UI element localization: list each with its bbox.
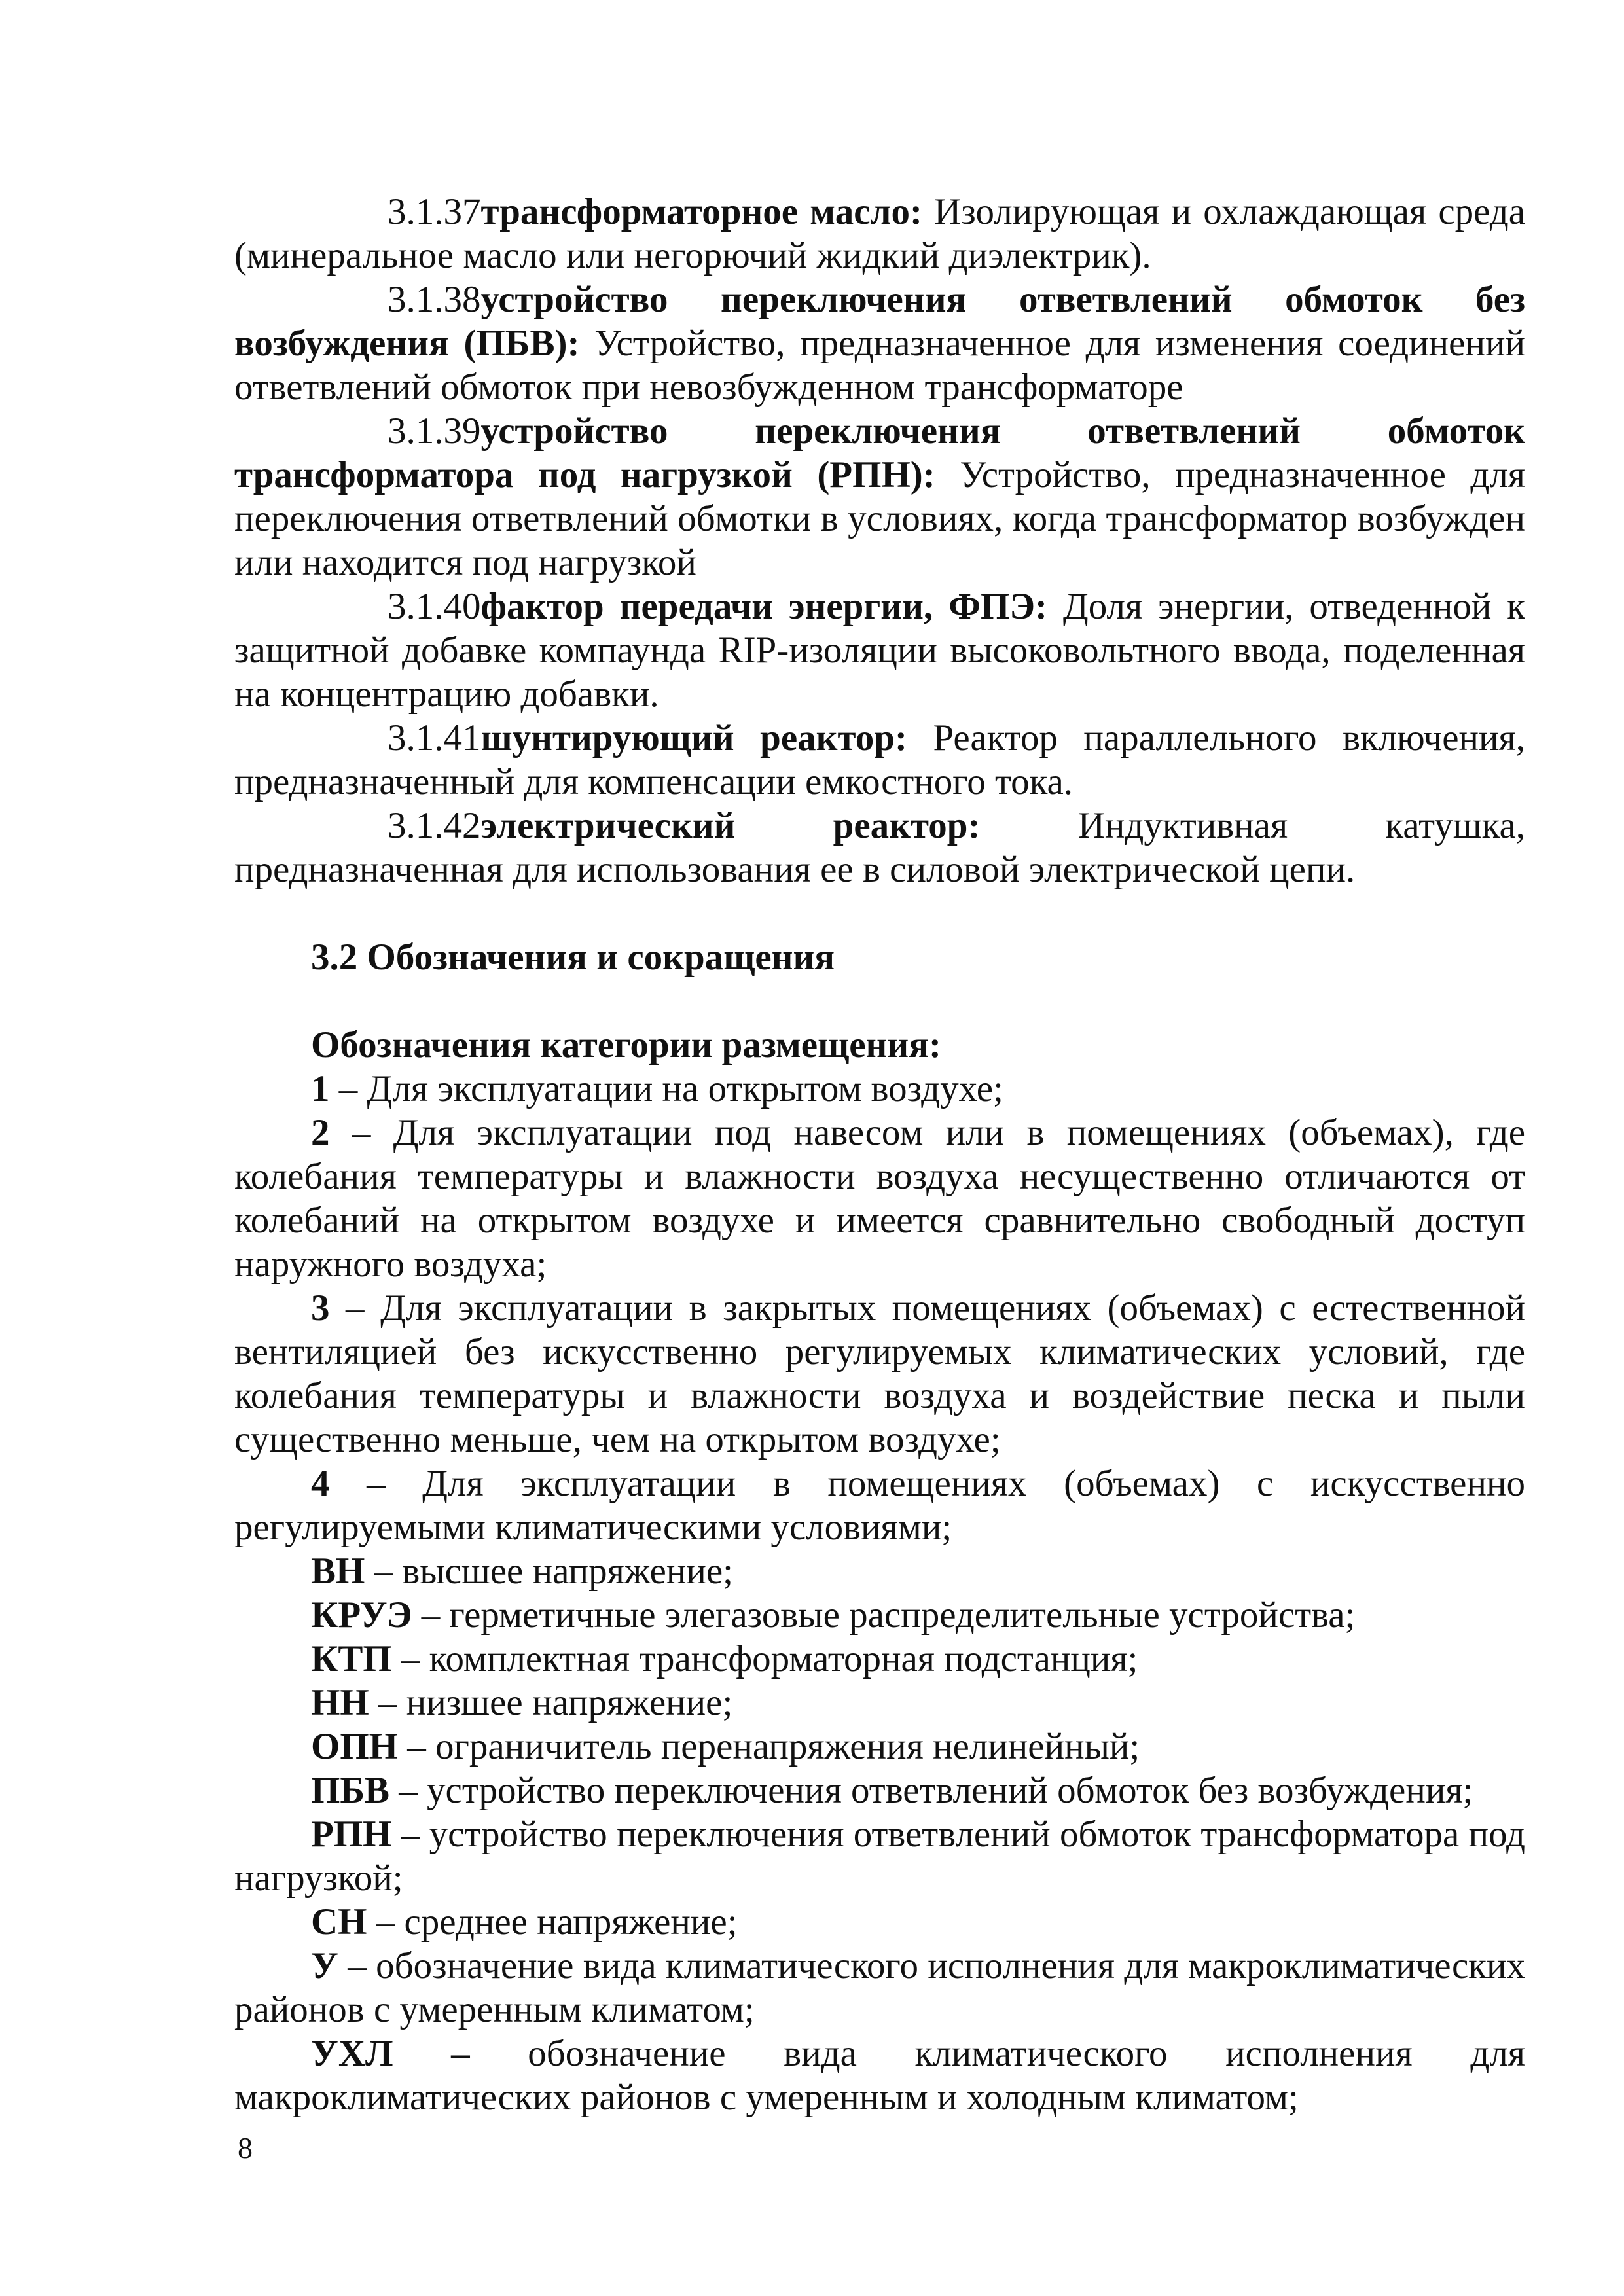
abbreviation-item xyxy=(234,1637,1525,1681)
abbreviation-item xyxy=(234,1768,1525,1812)
abbreviation-item xyxy=(234,1549,1525,1593)
placement-text: – Для эксплуатации в помещениях (объемах) с искусственно регулируемыми климатическими условиями; xyxy=(234,1463,1525,1548)
abbreviation-code: У xyxy=(311,1945,338,1986)
placement-item xyxy=(234,1111,1525,1286)
abbreviation-text: обозначение вида климатического исполнения для макроклиматических районов с умеренным и холодным климатом; xyxy=(234,2033,1525,2118)
abbreviation-code: ПБВ xyxy=(311,1770,390,1811)
placement-item xyxy=(234,1462,1525,1549)
definition-3-1-40 xyxy=(234,584,1525,716)
placement-code: 3 xyxy=(311,1287,330,1329)
definition-term: шунтирующий реактор: xyxy=(480,717,907,759)
abbreviation-item xyxy=(234,2032,1525,2119)
definition-number: 3.1.38 xyxy=(388,279,481,320)
abbreviation-item xyxy=(234,1681,1525,1725)
abbreviation-item xyxy=(234,1725,1525,1768)
abbreviation-text: – высшее напряжение; xyxy=(365,1551,733,1592)
abbreviation-text: – обозначение вида климатического исполнения для макроклиматических районов с умеренным климатом; xyxy=(234,1945,1525,2030)
placement-code: 1 xyxy=(311,1068,330,1109)
definition-3-1-37 xyxy=(234,190,1525,278)
abbreviation-item xyxy=(234,1900,1525,1944)
definition-3-1-38 xyxy=(234,278,1525,409)
definition-text: Устройство, предназначенное для переключения ответвлений обмотки в условиях, когда трансформатор возбужден или находится под нагрузкой xyxy=(234,454,1525,583)
placement-code: 2 xyxy=(311,1112,330,1153)
abbreviation-item xyxy=(234,1944,1525,2032)
section-heading: 3.2 Обозначения и сокращения xyxy=(311,937,835,978)
abbreviation-code: ВН xyxy=(311,1551,365,1592)
spacer xyxy=(234,979,1525,1023)
abbreviation-code: КТП xyxy=(311,1638,392,1679)
definition-number: 3.1.37 xyxy=(388,191,481,232)
abbreviation-text: – низшее напряжение; xyxy=(369,1682,733,1723)
spacer xyxy=(234,891,1525,935)
abbreviation-text: – комплектная трансформаторная подстанция; xyxy=(391,1638,1138,1679)
placement-text: – Для эксплуатации на открытом воздухе; xyxy=(329,1068,1003,1109)
abbreviation-code: УХЛ – xyxy=(311,2033,470,2074)
page-number: 8 xyxy=(238,2131,253,2164)
abbreviation-code: НН xyxy=(311,1682,369,1723)
placement-text: – Для эксплуатации под навесом или в помещениях (объемах), где колебания температуры и влажности воздуха несущественно отличаются от колебаний на открытом воздухе и имеется сравнительно свободный доступ наружного воздуха; xyxy=(234,1112,1525,1285)
placement-heading: Обозначения категории размещения: xyxy=(311,1024,942,1066)
definition-number: 3.1.39 xyxy=(388,410,481,452)
placement-item xyxy=(234,1067,1525,1111)
definition-term: фактор передачи энергии, ФПЭ: xyxy=(480,586,1047,627)
definition-term: устройство переключения ответвлений обмоток трансформатора под нагрузкой (РПН): xyxy=(234,410,1525,495)
placement-item xyxy=(234,1286,1525,1462)
definition-term: трансформаторное масло: xyxy=(480,191,922,232)
abbreviation-code: ОПН xyxy=(311,1726,399,1767)
abbreviation-code: СН xyxy=(311,1901,367,1943)
definition-text: Индуктивная катушка, предназначенная для использования ее в силовой электрической цепи. xyxy=(234,805,1525,890)
definition-text: Доля энергии, отведенной к защитной добавке компаунда RIP-изоляции высоковольтного ввода, поделенная на концентрацию добавки. xyxy=(234,586,1525,715)
definition-number: 3.1.42 xyxy=(388,805,481,846)
definition-term: устройство переключения ответвлений обмоток без возбуждения (ПБВ): xyxy=(234,279,1525,364)
abbreviation-code: РПН xyxy=(311,1814,392,1855)
definition-3-1-42 xyxy=(234,804,1525,891)
abbreviation-item xyxy=(234,1593,1525,1637)
page-body xyxy=(234,190,1525,2119)
definition-text: Реактор параллельного включения, предназначенный для компенсации емкостного тока. xyxy=(234,717,1525,802)
abbreviation-text: – устройство переключения ответвлений обмоток без возбуждения; xyxy=(389,1770,1473,1811)
abbreviation-text: – среднее напряжение; xyxy=(367,1901,738,1943)
placement-text: – Для эксплуатации в закрытых помещениях (объемах) с естественной вентиляцией без искусственно регулируемых климатических условий, где колебания температуры и влажности воздуха и воздействие песка и пыли существенно меньше, чем на открытом воздухе; xyxy=(234,1287,1525,1460)
definition-3-1-41 xyxy=(234,716,1525,804)
definition-term: электрический реактор: xyxy=(480,805,981,846)
abbreviation-code: КРУЭ xyxy=(311,1594,412,1636)
placement-code: 4 xyxy=(311,1463,330,1504)
definition-text: Устройство, предназначенное для изменения соединений ответвлений обмоток при невозбужденном трансформаторе xyxy=(234,323,1525,408)
definition-text: Изолирующая и охлаждающая среда (минеральное масло или негорючий жидкий диэлектрик). xyxy=(234,191,1526,276)
abbreviation-text: – герметичные элегазовые распределительные устройства; xyxy=(412,1594,1356,1636)
abbreviation-text: – ограничитель перенапряжения нелинейный; xyxy=(398,1726,1140,1767)
abbreviation-text: – устройство переключения ответвлений обмоток трансформатора под нагрузкой; xyxy=(234,1814,1525,1899)
definition-3-1-39 xyxy=(234,409,1525,584)
definition-number: 3.1.41 xyxy=(388,717,481,759)
abbreviation-item xyxy=(234,1812,1525,1900)
definition-number: 3.1.40 xyxy=(388,586,481,627)
